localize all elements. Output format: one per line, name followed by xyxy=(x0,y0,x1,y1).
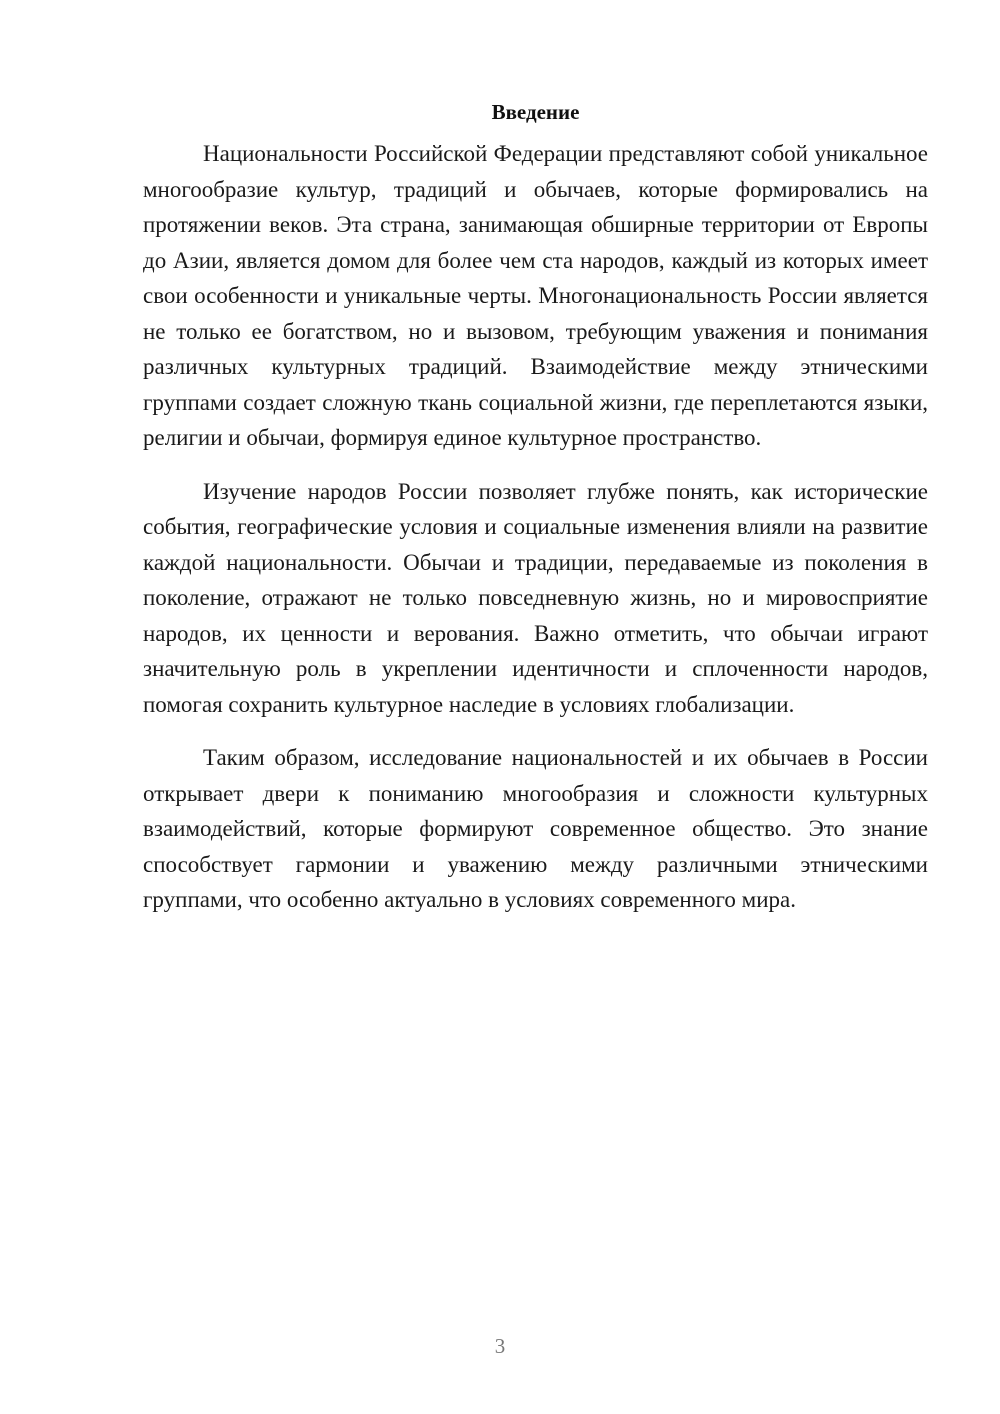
document-body xyxy=(143,98,928,936)
paragraph: Изучение народов России позволяет глубже понять, как исторические события, географические условия и социальные изменения влияли на развитие каждой национальности. Обычаи и традиции, передаваемые из поколения в поколение, отражают не только повседневную жизнь, но и мировосприятие народов, их ценности и верования. Важно отметить, что обычаи играют значительную роль в укреплении идентичности и сплоченности народов, помогая сохранить культурное наследие в условиях глобализации. xyxy=(143,478,928,717)
paragraph: Таким образом, исследование национальностей и их обычаев в России открывает двери к пониманию многообразия и сложности культурных взаимодействий, которые формируют современное общество. Это знание способствует гармонии и уважению между различными этническими группами, что особенно актуально в условиях современного мира. xyxy=(143,745,928,912)
section-title: Введение xyxy=(491,100,580,124)
paragraph: Национальности Российской Федерации представляют собой уникальное многообразие культур, традиций и обычаев, которые формировались на протяжении веков. Эта страна, занимающая обширные территории от Европы до Азии, является домом для более чем ста народов, каждый из которых имеет свои особенности и уникальные черты. Многонациональность России является не только ее богатством, но и вызовом, требующим уважения и понимания различных культурных традиций. Взаимодействие между этническими группами создает сложную ткань социальной жизни, где переплетаются языки, религии и обычаи, формируя единое культурное пространство. xyxy=(143,141,928,450)
page-number: 3 xyxy=(494,1334,506,1358)
